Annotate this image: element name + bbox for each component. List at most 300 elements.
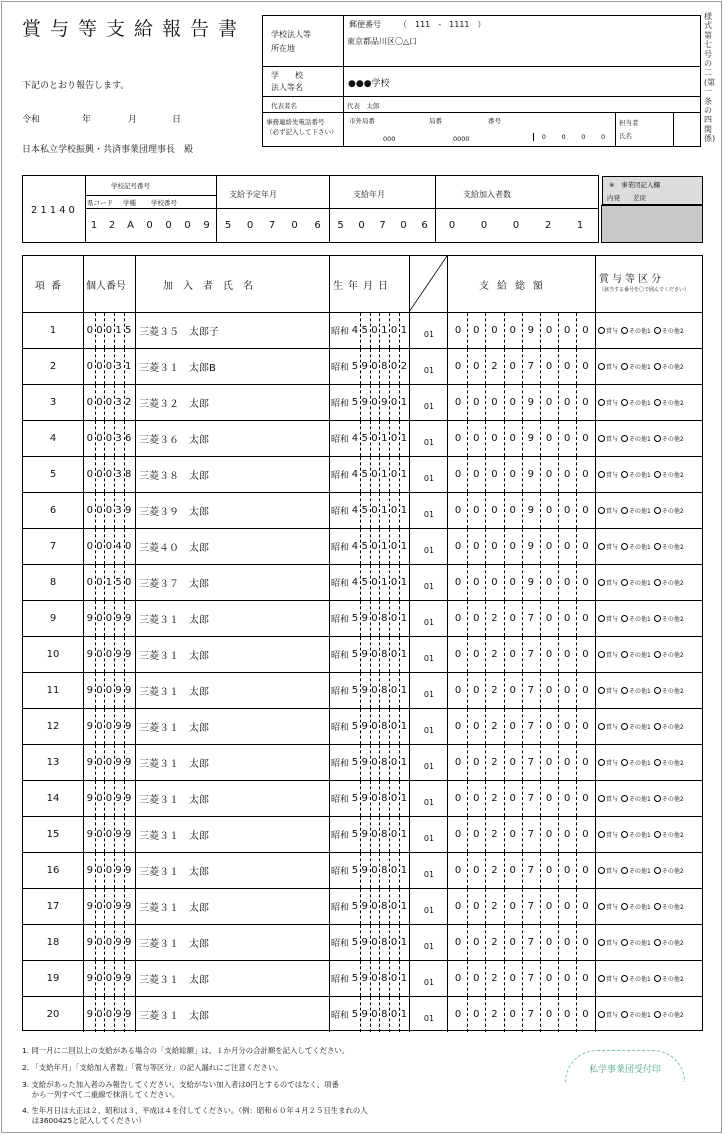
amount-digit: 0 [545,685,553,696]
category-option[interactable] [598,362,618,371]
category-option[interactable] [654,578,684,587]
category-option[interactable] [621,722,651,731]
amount-digit: 0 [582,757,589,768]
member-name[interactable]: 三菱３２ 太郎 [139,399,209,410]
personal-digit: 0 [96,937,103,948]
personal-number-field[interactable] [85,673,133,708]
personal-digit: 9 [124,613,132,624]
member-name[interactable]: 三菱３１ 太郎 [139,651,209,662]
count-digits[interactable] [436,209,596,242]
birth-digit: 9 [361,829,368,840]
table-row [23,852,702,888]
phone-digit: 0 [601,133,606,141]
bonus-category-options[interactable] [598,529,687,564]
school-value[interactable]: ●●●学校 [348,79,390,89]
amount-digit: 0 [545,505,553,516]
category-option[interactable] [598,506,618,515]
category-option[interactable] [654,974,684,983]
bonus-category-options[interactable] [598,601,687,636]
phone-exchange-value[interactable]: 0000 [453,135,470,143]
amount-digit: 0 [509,577,516,588]
bonus-category-options[interactable] [598,565,687,600]
personal-digit: 9 [115,829,122,840]
personal-digit: 4 [115,541,122,552]
birth-digit: 8 [381,829,388,840]
birth-digit: 5 [351,937,359,948]
personal-digit: 0 [105,613,113,624]
applicant-info-box [262,15,701,147]
amount-digit: 0 [509,829,516,840]
personal-number-field[interactable] [85,385,133,420]
radio-circle-icon [621,1011,628,1018]
personal-digit: 9 [124,793,132,804]
category-option[interactable] [621,470,651,479]
birth-era: 昭和 [331,651,350,661]
personal-digit: 0 [86,577,93,588]
amount-digit: 7 [527,685,535,696]
personal-number-field[interactable] [85,853,133,888]
personal-number-field[interactable] [85,997,133,1032]
member-name[interactable]: 三菱３１ 太郎 [139,615,209,626]
birth-digit: 5 [351,865,359,876]
category-option[interactable] [654,866,684,875]
category-option[interactable] [654,722,684,731]
school-no-label: 学校番号 [151,199,177,207]
category-option[interactable] [598,686,618,695]
member-name[interactable]: 三菱４０ 太郎 [139,543,209,554]
bonus-category-options[interactable] [598,709,687,744]
personal-number-field[interactable] [85,637,133,672]
amount-digit: 0 [545,937,553,948]
category-option[interactable] [654,326,684,335]
radio-circle-icon [598,543,605,550]
personal-number-field[interactable] [85,925,133,960]
birth-digit: 1 [400,469,408,480]
category-option[interactable] [654,398,684,407]
birth-digit: 0 [390,757,398,768]
personal-number-field[interactable] [85,529,133,564]
category-option[interactable] [598,578,618,587]
category-option-label: その他2 [661,868,684,875]
category-option[interactable] [598,1010,618,1019]
member-name[interactable]: 三菱３１ 太郎 [139,831,209,842]
category-option[interactable] [621,686,651,695]
amount-digit: 0 [582,433,589,444]
amount-digit: 0 [564,865,571,876]
personal-digit: 9 [86,937,93,948]
bonus-category-options[interactable] [598,817,687,852]
radio-circle-icon [621,327,628,334]
bonus-category-options[interactable] [598,421,687,456]
category-option[interactable] [598,830,618,839]
category-option[interactable] [598,542,618,551]
category-option-label: その他2 [661,508,684,515]
amount-digit: 0 [564,649,571,660]
count-digit: 1 [576,220,584,231]
personal-digit: 8 [124,469,132,480]
radio-circle-icon [598,615,605,622]
planned-digits[interactable] [217,209,329,242]
amount-digit: 0 [582,397,589,408]
count-digit: 0 [512,220,520,231]
category-option[interactable] [654,650,684,659]
category-option[interactable] [621,578,651,587]
phone-number-digits[interactable] [533,133,613,141]
member-name[interactable]: 三菱３１ 太郎 [139,723,209,734]
report-intro: 下記のとおり報告します。 [22,81,130,91]
table-row [23,636,702,672]
personal-digit: 0 [96,325,103,336]
date-month: 月 [128,115,138,125]
birth-digit: 0 [371,685,378,696]
category-option[interactable] [598,866,618,875]
category-option[interactable] [621,902,651,911]
bonus-category-options[interactable] [598,997,687,1032]
birth-digit: 4 [351,577,359,588]
bonus-category-options[interactable] [598,889,687,924]
personal-digit: 0 [86,325,93,336]
table-row [23,564,702,600]
radio-circle-icon [621,543,628,550]
amount-digit: 0 [582,793,589,804]
radio-circle-icon [598,399,605,406]
category-option[interactable] [621,542,651,551]
date-year: 年 [82,115,92,125]
personal-digit: 0 [96,793,103,804]
category-option-label: 賞与 [606,688,619,695]
radio-circle-icon [621,651,628,658]
personal-digit: 0 [96,361,103,372]
birth-digit: 8 [381,361,388,372]
category-option[interactable] [621,326,651,335]
amount-digit: 0 [454,685,462,696]
personal-digit: 9 [124,721,132,732]
table-row [23,420,702,456]
category-option[interactable] [598,434,618,443]
category-option[interactable] [654,830,684,839]
amount-digit: 7 [527,649,535,660]
amount-digit: 0 [491,541,498,552]
personal-number-field[interactable] [85,493,133,528]
personal-number-field[interactable] [85,457,133,492]
category-option[interactable] [621,794,651,803]
personal-number-field[interactable] [85,781,133,816]
birth-digit: 0 [371,469,378,480]
member-name[interactable]: 三菱３１ 太郎 [139,795,209,806]
bonus-category-options[interactable] [598,493,687,528]
code-digit: 0 [165,220,172,231]
category-option[interactable] [621,830,651,839]
birth-digit: 5 [351,397,359,408]
amount-digit: 0 [545,577,553,588]
personal-number-field[interactable] [85,817,133,852]
category-option-label: その他1 [629,508,651,515]
birth-digit: 0 [390,433,398,444]
category-option[interactable] [654,758,684,767]
category-option[interactable] [621,650,651,659]
member-name[interactable]: 三菱３１ 太郎 [139,939,209,950]
radio-circle-icon [654,615,661,622]
personal-number-field[interactable] [85,313,133,348]
category-option-label: その他1 [629,940,651,947]
bonus-category-options[interactable] [598,961,687,996]
category-option[interactable] [654,686,684,695]
amount-digit: 0 [473,901,480,912]
birth-digit: 1 [400,973,408,984]
birth-digit: 9 [361,721,368,732]
amount-digit: 9 [527,469,535,480]
member-name[interactable]: 三菱３８ 太郎 [139,471,209,482]
date-era: 令和 [22,115,41,125]
member-name[interactable]: 三菱３５ 太郎子 [139,327,219,338]
bonus-category-options[interactable] [598,745,687,780]
radio-circle-icon [621,687,628,694]
radio-circle-icon [621,831,628,838]
amount-digit: 0 [545,325,553,336]
category-option[interactable] [654,362,684,371]
amount-digit: 0 [491,577,498,588]
bonus-category-options[interactable] [598,457,687,492]
header-birth: 生年月日 [333,281,393,292]
amount-digit: 7 [527,1009,535,1020]
personal-digit: 0 [105,469,113,480]
personal-digit: 9 [124,973,132,984]
personal-digit: 0 [105,865,113,876]
amount-digit: 0 [582,613,589,624]
category-option-label: その他2 [661,724,684,731]
category-option[interactable] [598,974,618,983]
category-option[interactable] [598,614,618,623]
personal-digit: 9 [86,757,93,768]
category-option[interactable] [621,866,651,875]
bonus-category-options[interactable] [598,673,687,708]
category-option[interactable] [654,506,684,515]
amount-digit: 0 [454,433,462,444]
birth-era: 昭和 [331,507,350,517]
bonus-category-options[interactable] [598,853,687,888]
category-option[interactable] [621,398,651,407]
member-name[interactable]: 三菱３９ 太郎 [139,507,209,518]
amount-digit: 7 [527,865,535,876]
category-option[interactable] [598,938,618,947]
amount-digit: 0 [545,433,553,444]
category-option[interactable] [621,434,651,443]
postal-value[interactable]: （ 111 - 1111 ） [399,20,486,29]
amount-digit: 7 [527,793,535,804]
row-number: 16 [46,865,60,876]
category-option[interactable] [598,794,618,803]
amount-digit: 0 [564,1009,571,1020]
row-number: 10 [46,649,60,660]
office-use-label: ※ 事業団記入欄 [609,181,660,189]
radio-circle-icon [654,939,661,946]
birth-digit: 0 [390,397,398,408]
category-option[interactable] [598,326,618,335]
category-option-label: 賞与 [606,904,619,911]
birth-digit: 0 [371,793,378,804]
school-code-digits[interactable] [85,209,216,242]
amount-digit: 0 [564,685,571,696]
category-option-label: その他2 [661,544,684,551]
personal-digit: 9 [86,613,93,624]
personal-number-field[interactable] [85,745,133,780]
birth-era: 昭和 [331,975,350,985]
amount-digit: 0 [582,541,589,552]
radio-circle-icon [654,579,661,586]
paid-digit: 0 [400,220,407,231]
personal-digit: 9 [115,721,122,732]
amount-digit: 0 [509,901,516,912]
personal-number-field[interactable] [85,709,133,744]
amount-digit: 0 [509,685,516,696]
radio-circle-icon [598,903,605,910]
member-name[interactable]: 三菱３１ 太郎 [139,759,209,770]
category-option[interactable] [598,470,618,479]
rep-value[interactable]: 代表 太郎 [347,102,380,110]
category-option-label: その他1 [629,688,651,695]
table-row [23,780,702,816]
category-option[interactable] [598,398,618,407]
amount-digit: 0 [491,397,498,408]
bonus-category-options[interactable] [598,385,687,420]
category-option-label: その他2 [661,904,684,911]
phone-area-label: 市外局番 [349,117,375,125]
bonus-category-options[interactable] [598,637,687,672]
amount-digit: 0 [564,433,571,444]
member-name[interactable]: 三菱３１ 太郎 [139,867,209,878]
birth-digit: 8 [381,937,388,948]
personal-digit: 0 [96,721,103,732]
category-option[interactable] [654,614,684,623]
category-option[interactable] [621,362,651,371]
personal-digit: 0 [105,361,113,372]
radio-circle-icon [654,759,661,766]
radio-circle-icon [621,795,628,802]
member-name[interactable]: 三菱３１ 太郎 [139,1011,209,1022]
category-option[interactable] [621,938,651,947]
amount-digit: 0 [564,469,571,480]
member-name[interactable]: 三菱３１ 太郎 [139,903,209,914]
personal-digit: 0 [96,685,103,696]
type-code: 01 [423,510,435,519]
form-number-note: 様式第七号の二(第一条の四関係) [704,12,716,144]
birth-digit: 1 [400,397,408,408]
personal-digit: 6 [124,433,132,444]
category-option-label: その他2 [661,688,684,695]
category-option-label: 賞与 [606,760,619,767]
radio-circle-icon [654,471,661,478]
row-number: 14 [46,793,60,804]
personal-digit: 0 [96,397,103,408]
personal-digit: 9 [124,505,132,516]
category-option[interactable] [654,1010,684,1019]
personal-digit: 9 [124,685,132,696]
amount-digit: 0 [582,325,589,336]
amount-digit: 0 [545,1009,553,1020]
personal-number-field[interactable] [85,421,133,456]
category-option[interactable] [598,902,618,911]
birth-digit: 0 [371,1009,378,1020]
category-option[interactable] [621,506,651,515]
category-option[interactable] [654,470,684,479]
category-option[interactable] [621,1010,651,1019]
amount-digit: 0 [454,613,462,624]
birth-digit: 5 [351,793,359,804]
birth-digit: 1 [381,325,388,336]
member-name[interactable]: 三菱３１ 太郎 [139,975,209,986]
radio-circle-icon [598,579,605,586]
member-name[interactable]: 三菱３７ 太郎 [139,579,209,590]
row-number: 17 [46,901,60,912]
personal-number-field[interactable] [85,961,133,996]
category-option-label: 賞与 [606,544,619,551]
category-option[interactable] [598,650,618,659]
birth-digit: 1 [400,901,408,912]
category-option[interactable] [621,974,651,983]
member-name[interactable]: 三菱３１ 太郎 [139,687,209,698]
row-number: 18 [46,937,60,948]
category-option[interactable] [654,794,684,803]
row-number: 12 [46,721,60,732]
bonus-category-options[interactable] [598,925,687,960]
category-option[interactable] [654,902,684,911]
category-option-label: その他1 [629,400,651,407]
birth-digit: 4 [351,325,359,336]
table-row [23,996,702,1032]
category-option[interactable] [654,434,684,443]
bonus-category-options[interactable] [598,781,687,816]
birth-digit: 5 [351,901,359,912]
birth-digit: 8 [381,793,388,804]
birth-era: 昭和 [331,435,350,445]
phone-area-value[interactable]: 000 [383,135,396,143]
paid-digits[interactable] [330,209,435,242]
personal-number-field[interactable] [85,889,133,924]
amount-digit: 0 [564,901,571,912]
category-option-label: その他1 [629,796,651,803]
personal-digit: 9 [115,865,122,876]
category-option[interactable] [598,758,618,767]
member-name[interactable]: 三菱３６ 太郎 [139,435,209,446]
member-name[interactable]: 三菱３１ 太郎B [139,363,216,374]
category-option[interactable] [654,542,684,551]
personal-number-field[interactable] [85,601,133,636]
personal-digit: 9 [86,973,93,984]
category-option[interactable] [598,722,618,731]
personal-digit: 0 [96,901,103,912]
amount-digit: 7 [527,361,535,372]
bonus-category-options[interactable] [598,313,687,348]
personal-number-field[interactable] [85,565,133,600]
amount-digit: 0 [473,865,480,876]
amount-digit: 0 [454,397,462,408]
category-option-label: その他1 [629,472,651,479]
amount-digit: 0 [491,325,498,336]
amount-digit: 0 [509,721,516,732]
address-value[interactable]: 東京都品川区〇△口 [347,37,418,46]
category-option[interactable] [621,614,651,623]
category-option-label: その他2 [661,472,684,479]
birth-digit: 0 [371,325,378,336]
birth-digit: 1 [400,757,408,768]
personal-number-field[interactable] [85,349,133,384]
bonus-category-options[interactable] [598,349,687,384]
category-option[interactable] [654,938,684,947]
category-option-label: その他2 [661,796,684,803]
amount-digit: 0 [473,505,480,516]
birth-era: 昭和 [331,759,350,769]
category-option[interactable] [621,758,651,767]
